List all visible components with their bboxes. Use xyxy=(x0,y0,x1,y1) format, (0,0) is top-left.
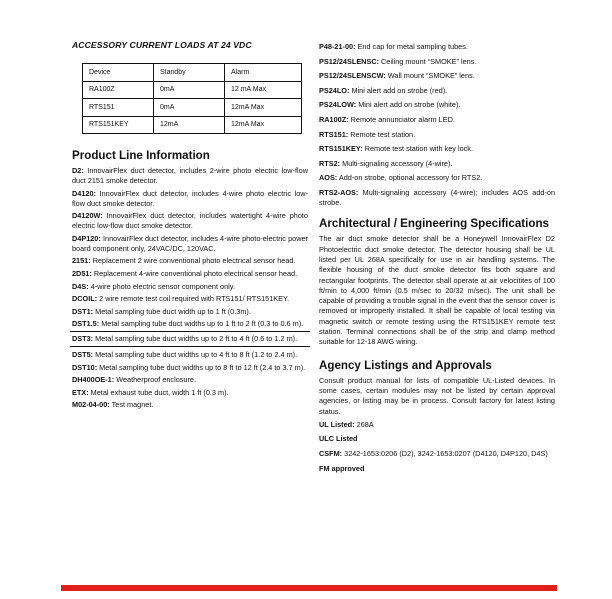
list-item xyxy=(319,115,555,125)
table-cell: 12mA Max xyxy=(225,99,302,117)
table-row xyxy=(83,116,302,134)
list-item xyxy=(72,211,308,231)
list-item xyxy=(72,400,308,410)
item-description: Multi-signaling accessory (4-wire). xyxy=(340,158,453,168)
list-item xyxy=(319,173,555,183)
item-code: DST1: xyxy=(72,306,94,316)
table-cell: 12mA Max xyxy=(225,116,302,134)
item-code: RA100Z: xyxy=(319,114,349,124)
list-item xyxy=(72,350,308,360)
item-code: AOS: xyxy=(319,173,338,183)
item-code: D4P120: xyxy=(72,233,101,243)
item-code: DH400OE-1: xyxy=(72,375,115,385)
agency-body: Consult product manual for lists of compatible UL-Listed devices. In some cases, certain modules may not be listed by certain approval agencies, or listing may be in process. Consult factory for latest listing status. xyxy=(319,375,555,416)
item-description: 2 wire remote test coil required with RTS151/ RTS151KEY. xyxy=(97,294,289,304)
item-code: 2151: xyxy=(72,256,91,266)
item-description: InnovairFlex duct detector, includes watertight 4-wire photo electric low-flow duct smoke detector. xyxy=(72,211,308,231)
table-cell: 12mA xyxy=(154,116,225,134)
table-header: Alarm xyxy=(225,64,302,82)
list-item xyxy=(72,388,308,398)
item-description: Remote annunciator alarm LED. xyxy=(348,114,455,124)
table-header: Device xyxy=(83,64,154,82)
item-description: Metal exhaust tube duct, width 1 ft (0.3 m). xyxy=(88,387,229,397)
list-item xyxy=(72,234,308,254)
item-description: Remote test station with key lock. xyxy=(362,144,473,154)
list-item xyxy=(72,307,308,317)
item-code: PS24LOW: xyxy=(319,100,357,110)
list-item xyxy=(319,188,555,208)
product-line-heading: Product Line Information xyxy=(72,149,210,162)
item-code: DST10: xyxy=(72,362,98,372)
csfm-label: CSFM: xyxy=(319,448,343,458)
item-description: Metal sampling tube duct widths up to 8 ft to 12 ft (2.4 to 3.7 m). xyxy=(97,362,306,372)
list-item xyxy=(72,363,308,373)
item-description: Replacement 2 wire conventional photo electrical sensor head. xyxy=(90,256,296,266)
table-cell: 0mA xyxy=(154,81,225,99)
left-column xyxy=(72,149,308,413)
list-item xyxy=(72,319,308,329)
table-row xyxy=(83,81,302,99)
item-code: P48-21-00: xyxy=(319,42,356,51)
ul-value: 268A xyxy=(354,419,374,429)
footer-red-bar xyxy=(61,585,557,591)
list-item xyxy=(72,269,308,279)
list-item xyxy=(319,159,555,169)
item-code: DST3: xyxy=(72,333,94,343)
item-code: D4S: xyxy=(72,281,89,291)
list-item xyxy=(319,42,555,52)
item-description: Metal sampling tube duct widths up to 4 ft to 8 ft (1.2 to 2.4 m). xyxy=(93,349,298,359)
item-description: Mini alert add on strobe (red). xyxy=(349,85,448,95)
table-cell: RA100Z xyxy=(83,81,154,99)
item-code: D2: xyxy=(72,166,84,175)
list-item xyxy=(72,256,308,266)
item-code: DCOIL: xyxy=(72,294,98,304)
table-header: Standby xyxy=(154,64,225,82)
table-header-row xyxy=(83,64,302,82)
item-description: Weatherproof enclosure. xyxy=(114,375,196,385)
ul-listing xyxy=(319,420,555,430)
table-cell: 0mA xyxy=(154,99,225,117)
item-description: Mini alert add on strobe (white). xyxy=(356,100,461,110)
item-code: RTS2-AOS: xyxy=(319,187,359,197)
item-description: Metal sampling tube duct width up to 1 ft (0.3m). xyxy=(93,306,251,316)
item-code: ETX: xyxy=(72,387,89,397)
arch-spec-heading: Architectural / Engineering Specifications xyxy=(319,217,549,231)
list-item xyxy=(72,294,308,304)
list-item xyxy=(319,100,555,110)
table-row xyxy=(83,99,302,117)
item-description: Test magnet. xyxy=(109,400,154,410)
item-code: D4120W: xyxy=(72,211,103,221)
arch-spec-body: The air duct smoke detector shall be a Honeywell InnovairFlex D2 Photoelectric duct smoke detector. The detector housing shall be UL listed per UL 268A specifically for use in air handling systems. The flexible housing of the duct smoke detector fits both square and rectangular footprints. The detector shall operate at air velocitites of 100 ft/min to 4,000 ft/min (0.5 m/sec to 20/32 m/sec). The unit shall be capable of providing a trouble signal in the event that the sensor cover is removed or improperly installed. It shall be capable of local testing via magnetic switch or remote testing using the RTS151KEY remote test station. Terminal connections shall be of the strip and clamp method suitable for 12-18 AWG wiring. xyxy=(319,234,555,347)
list-item xyxy=(72,189,308,209)
item-description: Metal sampling tube duct widths up to 1 ft to 2 ft (0.3 to 0.6 m). xyxy=(99,319,304,329)
item-description: Add-on strobe, optional accessory for RTS2. xyxy=(337,173,483,183)
fm-listing xyxy=(319,464,555,474)
ul-label: UL Listed: xyxy=(319,419,355,429)
list-item xyxy=(319,130,555,140)
item-code: RTS151: xyxy=(319,129,349,139)
item-code: PS24LO: xyxy=(319,85,350,95)
item-code: RTS2: xyxy=(319,158,341,168)
item-description: 4-wire photo electric sensor component only. xyxy=(88,281,235,291)
item-description: Remote test station. xyxy=(348,129,416,139)
item-description: Multi-signaling accessory (4-wire); includes AOS add-on strobe. xyxy=(319,187,555,208)
product-list xyxy=(72,166,308,410)
csfm-listing xyxy=(319,449,555,459)
item-code: DST1.5: xyxy=(72,319,100,329)
ulc-label: ULC Listed xyxy=(319,434,358,444)
csfm-value: 3242-1653:0206 (D2), 3242-1653:0207 (D4120, D4P120, D4S) xyxy=(342,448,548,458)
table-cell: RTS151 xyxy=(83,99,154,117)
item-description: Ceiling mount “SMOKE” lens. xyxy=(379,56,477,66)
list-item xyxy=(319,71,555,81)
item-description: End cap for metal sampling tubes. xyxy=(355,42,468,51)
list-item xyxy=(72,375,308,385)
item-description: Replacement 4-wire conventional photo electrical sensor head. xyxy=(91,268,298,278)
item-code: 2D51: xyxy=(72,268,92,278)
item-code: RTS151KEY: xyxy=(319,144,363,154)
list-item xyxy=(72,166,308,186)
table-cell: RTS151KEY xyxy=(83,116,154,134)
item-code: M02-04-00: xyxy=(72,400,110,410)
item-code: D4120: xyxy=(72,188,96,198)
item-description: InnovairFlex duct detector, includes 2-wire photo electric low-flow duct 2151 smoke detector. xyxy=(72,166,308,185)
ulc-listing xyxy=(319,434,555,444)
list-item xyxy=(319,57,555,67)
list-item xyxy=(72,282,308,292)
agency-heading: Agency Listings and Approvals xyxy=(319,358,492,372)
item-description: Wall mount “SMOKE” lens. xyxy=(385,71,475,81)
accessory-loads-title: ACCESSORY CURRENT LOADS AT 24 VDC xyxy=(72,40,252,50)
table-cell: 12 mA Max xyxy=(225,81,302,99)
product-list-continued xyxy=(319,42,555,208)
fm-label: FM approved xyxy=(319,463,365,473)
list-item xyxy=(70,331,310,347)
list-item xyxy=(319,86,555,96)
item-code: PS12/24SLENSC: xyxy=(319,56,380,66)
item-code: DST5: xyxy=(72,349,94,359)
item-description: InnovairFlex duct detector, includes 4-wire photo electric low-flow duct smoke detector. xyxy=(72,188,308,208)
item-code: PS12/24SLENSCW: xyxy=(319,71,386,81)
item-description: Metal sampling tube duct widths up to 2 ft to 4 ft (0.6 to 1.2 m). xyxy=(93,333,298,343)
right-column xyxy=(319,42,555,478)
accessory-loads-table xyxy=(82,63,302,134)
item-description: InnovairFlex duct detector, includes 4-wire photo-electric power board component only, 24VAC/DC, 120VAC. xyxy=(72,233,308,253)
list-item xyxy=(319,144,555,154)
